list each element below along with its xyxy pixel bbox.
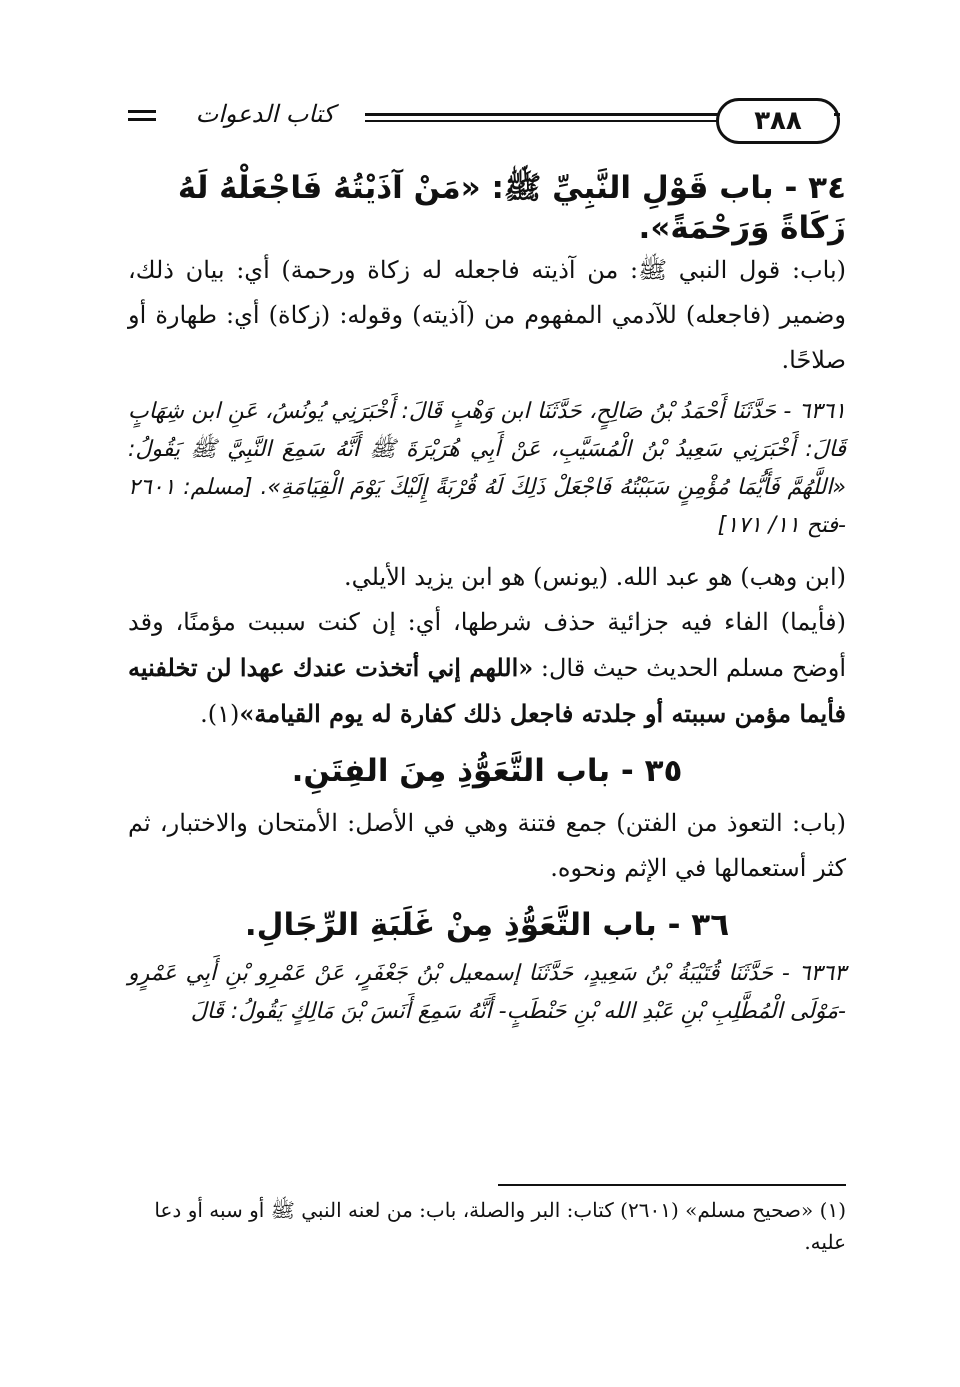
- page-header: [128, 96, 840, 148]
- page-number: ٣٨٨: [716, 98, 840, 144]
- footnote-ref: (١).: [200, 700, 240, 728]
- header-double-dash: [128, 110, 156, 122]
- commentary-34: (باب: قول النبي ﷺ: من آذيته فاجعله له زكاة ورحمة) أي: بيان ذلك، وضمير (فاجعله) للآدمي المفهوم من (آذيته) وقوله: (زكاة) أي: طهارة أو صلاحًا.: [128, 256, 846, 374]
- hadith-6363: ٦٣٦٣ - حَدَّثَنَا قُتَيْبَةُ بْنُ سَعِيدٍ، حَدَّثَنَا إسمعيل بْنُ جَعْفَرٍ، عَنْ عَمْرِو بْنِ أَبِي عَمْرٍو -مَوْلَى الْمُطَّلِبِ بْنِ عَبْدِ الله بْنِ حَنْطَبٍ- أَنَّهُ سَمِعَ أَنَسَ بْنَ مَالِكٍ يَقُولُ: قَالَ: [128, 961, 846, 1024]
- header-rule-tail: [834, 113, 840, 116]
- book-title: كتاب الدعوات: [195, 100, 335, 128]
- header-rule: [365, 113, 745, 116]
- chapter-heading-34: ٣٤ - باب قَوْلِ النَّبِيِّ ﷺ: «مَنْ آذَيْتُهُ فَاجْعَلْهُ لَهُ زَكَاةً وَرَحْمَةً».: [177, 170, 846, 246]
- chapter-heading-36: ٣٦ - باب التَّعَوُّذِ مِنْ غَلَبَةِ الرِّجَالِ.: [244, 907, 730, 943]
- muslim-quote: «اللهم إني أتخذت عندك عهدا لن تخلفنيه فأيما مؤمن سببته أو جلدته فاجعل ذلك كفارة له يوم القيامة»: [128, 653, 846, 728]
- footnote-1: (١) «صحيح مسلم» (٢٦٠١) كتاب: البر والصلة، باب: من لعنه النبي ﷺ أو سبه أو دعا عليه.: [154, 1198, 846, 1254]
- hadith-6361: ٦٣٦١ - حَدَّثَنَا أَحْمَدُ بْنُ صَالِحٍ، حَدَّثَنَا ابن وَهْبٍ قَالَ: أَخْبَرَنِي يُونُسُ، عَنِ ابن شِهَابٍ قَالَ: أَخْبَرَنِي سَعِيدُ بْنُ الْمُسَيَّبِ، عَنْ أَبِي هُرَيْرَةَ ﷺ أَنَّهُ سَمِعَ النَّبِيَّ ﷺ يَقُولُ: «اللَّهُمَّ فَأَيُّمَا مُؤْمِنٍ سَبَبْتُهُ فَاجْعَلْ ذَلِكَ لَهُ قُرْبَةً إِلَيْكَ يَوْمَ الْقِيَامَةِ». [مسلم: ٢٦٠١ -فتح ١١/ ١٧١]: [128, 399, 846, 538]
- chapter-heading-35: ٣٥ - باب التَّعَوُّذِ مِنَ الفِتَنِ.: [291, 753, 683, 789]
- commentary-35: (باب: التعوذ من الفتن) جمع فتنة وهي في الأصل: الأمتحان والاختبار، ثم كثر أستعمالها في الإثم ونحوه.: [128, 809, 846, 882]
- note-explanation: [128, 600, 846, 737]
- header-rule-thin: [365, 120, 745, 122]
- note-narrators: (ابن وهب) هو عبد الله. (يونس) هو ابن يزيد الأيلي.: [343, 563, 846, 591]
- page-body: [128, 168, 846, 1031]
- note-explanation-text: (فأيما) الفاء فيه جزائية حذف شرطها، أي: إن كنت سببت مؤمنًا، وقد أوضح مسلم الحديث حيث قال:: [128, 608, 846, 682]
- footnote-separator: [498, 1184, 846, 1186]
